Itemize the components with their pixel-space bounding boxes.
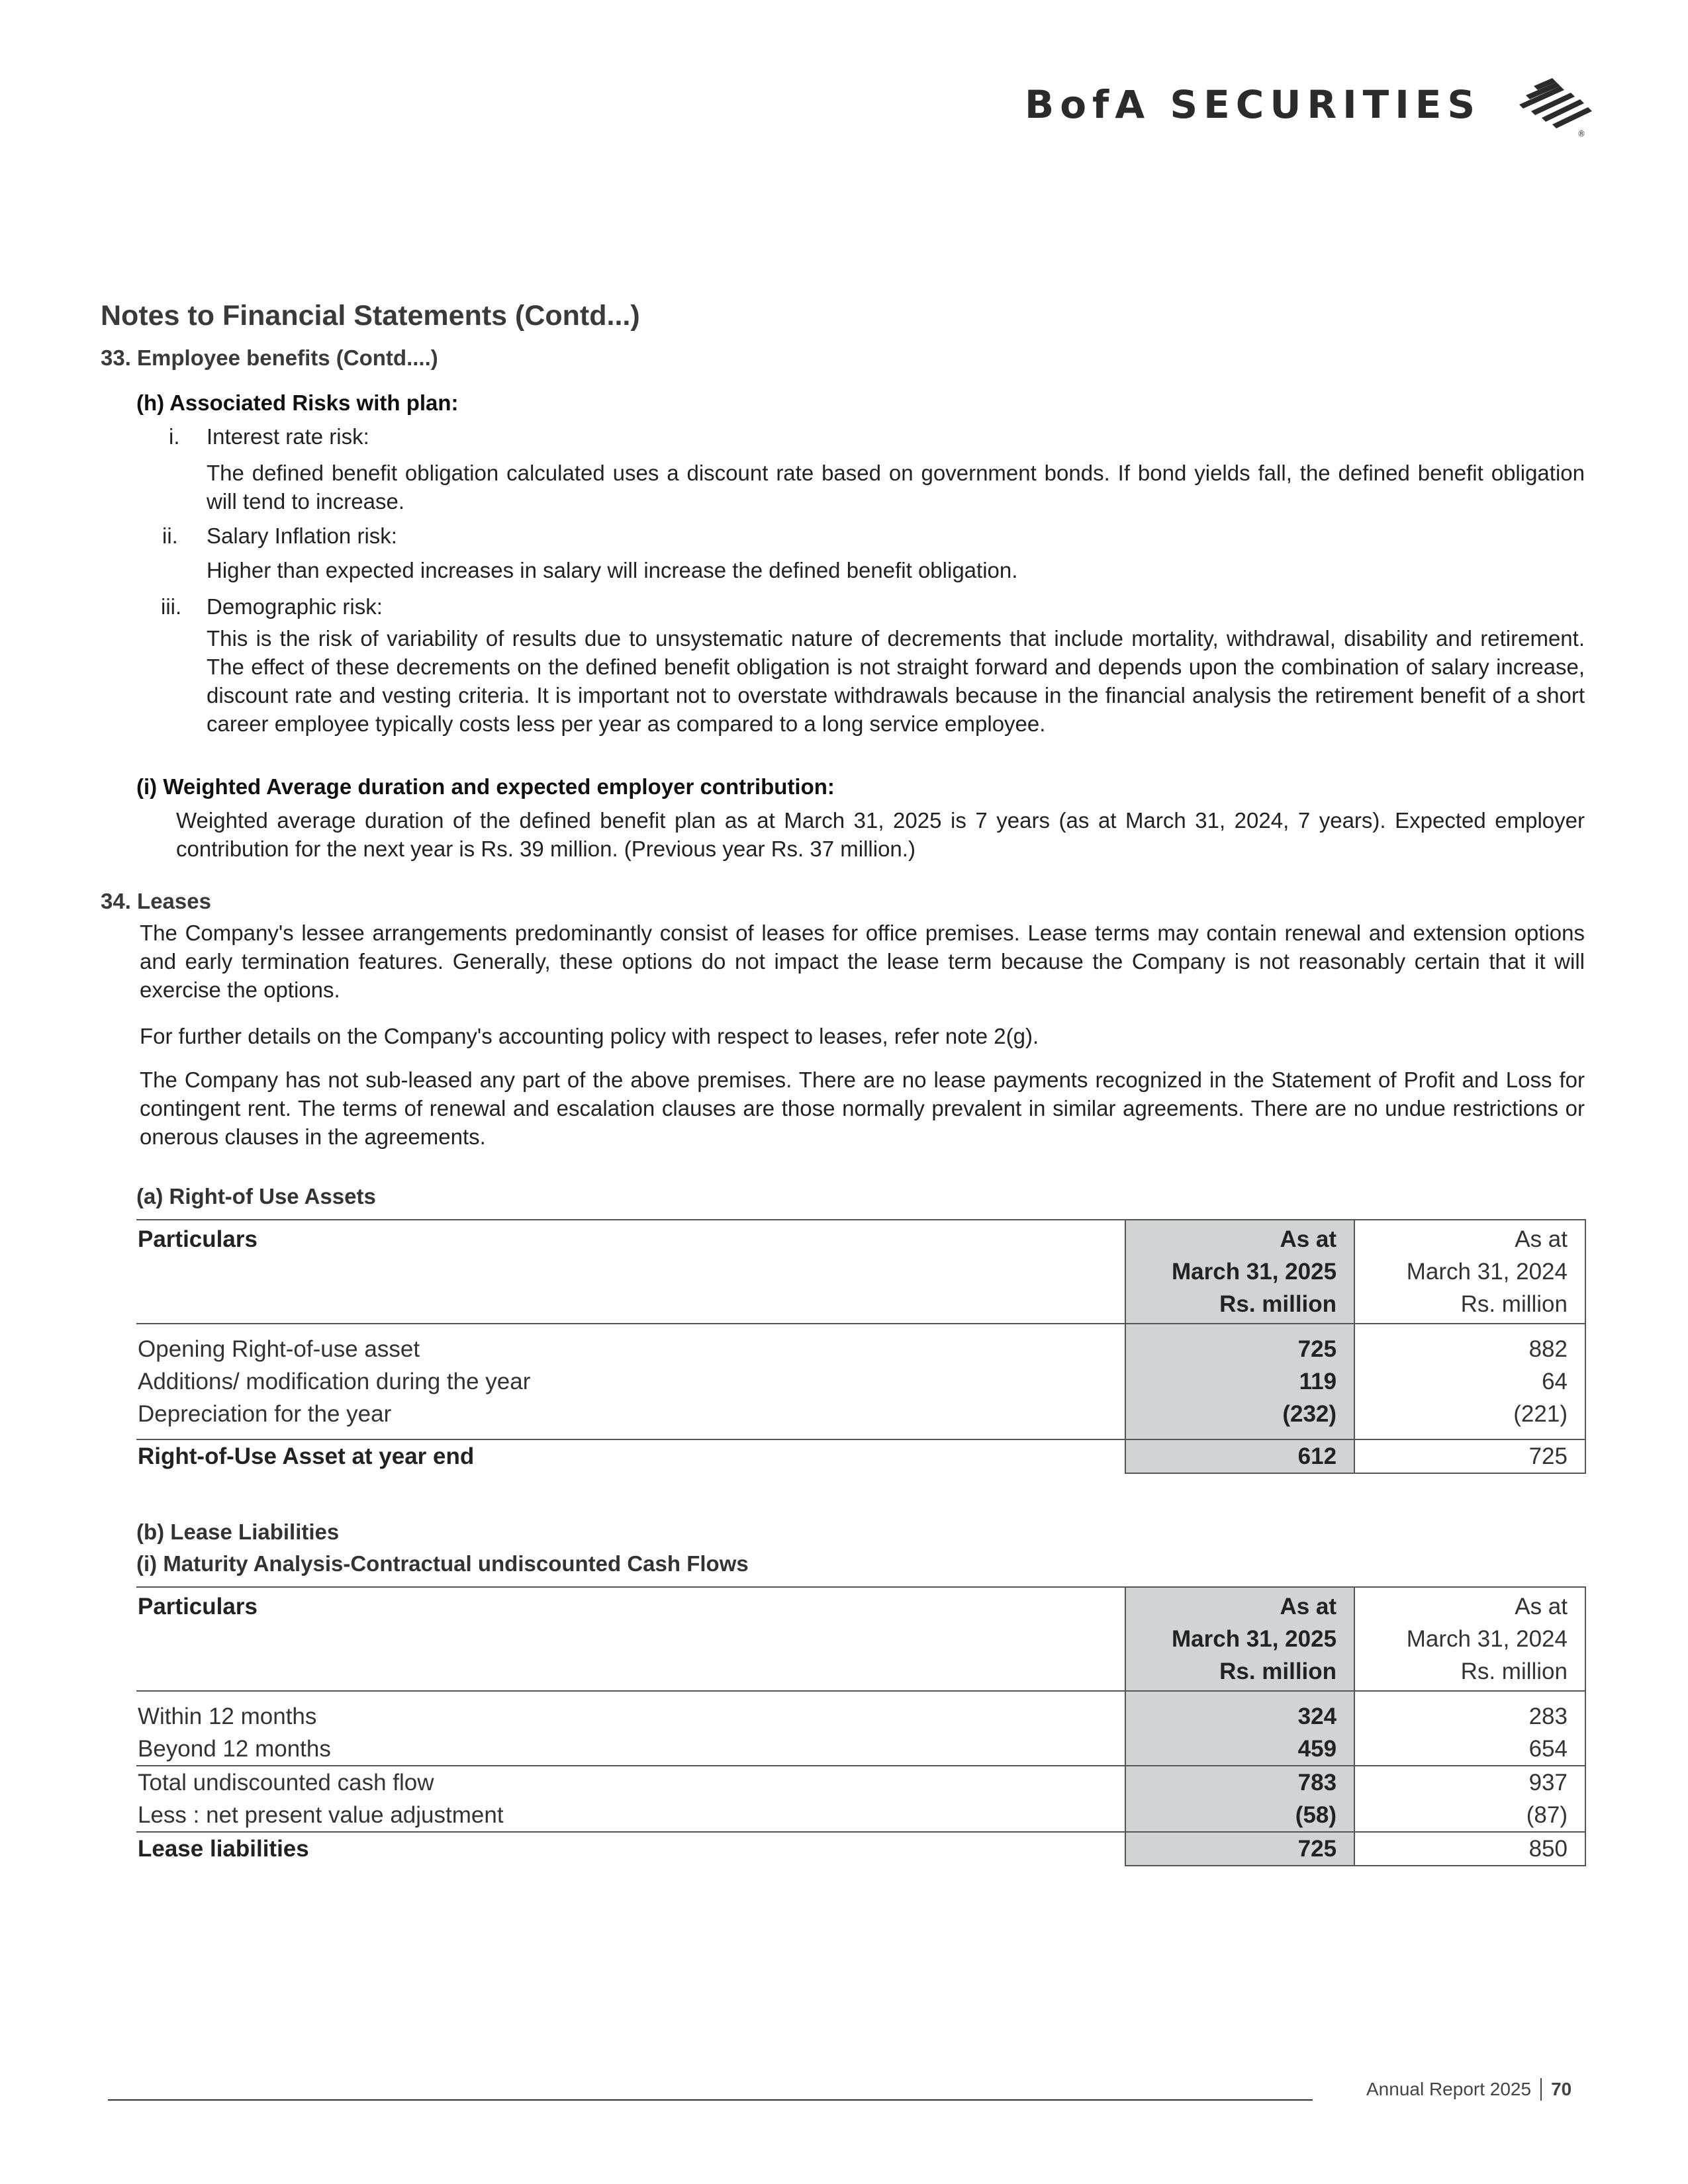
leases-paragraph-2: For further details on the Company's accounting policy with respect to leases, refer note 2(g). <box>140 1024 1039 1048</box>
table-total-row: Lease liabilities 725 850 <box>136 1832 1585 1866</box>
leases-paragraph-1: The Company's lessee arrangements predominantly consist of leases for office premises. Lease terms may contain renewal and extension options and early termination features. Generally, these options do not impact the lease term because the Company is not reasonably certain that it will exercise the options. <box>140 921 1585 1002</box>
lease-table-subtitle: (i) Maturity Analysis-Contractual undiscounted Cash Flows <box>136 1551 749 1576</box>
risk-2-text: Higher than expected increases in salary will increase the defined benefit obligation. <box>207 558 1018 582</box>
note-34-title: 34. Leases <box>101 889 211 913</box>
section-i-text: Weighted average duration of the defined benefit plan as at March 31, 2025 is 7 years (as at March 31, 2024, 7 years). Expected employer contribution for the next year is Rs. 39 million. (Previous year Rs. 37 million.) <box>176 808 1585 861</box>
table-row: Total undiscounted cash flow 783 937 <box>136 1766 1585 1799</box>
page-number: 70 <box>1551 2079 1572 2099</box>
table-row: Beyond 12 months 459 654 <box>136 1733 1585 1766</box>
brand-name: BofA SECURITIES <box>1025 82 1481 127</box>
risk-2-name: Salary Inflation risk: <box>207 523 397 548</box>
note-33-title: 33. Employee benefits (Contd....) <box>101 345 438 370</box>
table-row: Depreciation for the year (232) (221) <box>136 1398 1585 1430</box>
col-particulars: Particulars <box>136 1220 1125 1324</box>
footer-divider <box>108 2099 1313 2101</box>
col-2024-header: As at March 31, 2024 Rs. million <box>1354 1587 1585 1691</box>
svg-text:®: ® <box>1577 129 1586 138</box>
table-row: Less : net present value adjustment (58) (87) <box>136 1799 1585 1832</box>
risk-3-label: iii. <box>161 594 182 619</box>
lease-liabilities-table <box>136 1586 1586 1866</box>
col-2025-header: As at March 31, 2025 Rs. million <box>1125 1220 1354 1324</box>
risk-1-text: The defined benefit obligation calculated uses a discount rate based on government bonds. If bond yields fall, the defined benefit obligation will tend to increase. <box>207 461 1585 514</box>
col-2024-header: As at March 31, 2024 Rs. million <box>1354 1220 1585 1324</box>
table-row: Within 12 months 324 283 <box>136 1700 1585 1733</box>
flag-stripes-icon <box>1493 71 1592 138</box>
col-particulars: Particulars <box>136 1587 1125 1691</box>
risk-2-label: ii. <box>162 523 178 548</box>
footer-report-name: Annual Report 2025 <box>1366 2079 1532 2099</box>
table-total-row: Right-of-Use Asset at year end 612 725 <box>136 1439 1585 1473</box>
risk-3-text: This is the risk of variability of results due to unsystematic nature of decrements that include mortality, withdrawal, disability and retirement. The effect of these decrements on the defined benefit obligation is not straight forward and depends upon the combination of salary increase, discount rate and vesting criteria. It is important not to overstate withdrawals because in the financial analysis the retirement benefit of a short career employee typically costs less per year as compared to a long service employee. <box>207 626 1585 736</box>
risk-3-name: Demographic risk: <box>207 594 383 619</box>
risk-1-label: i. <box>169 424 180 449</box>
rou-table-title: (a) Right-of Use Assets <box>136 1184 376 1208</box>
table-header-row <box>136 1220 1585 1324</box>
section-i-title: (i) Weighted Average duration and expected employer contribution: <box>136 774 835 799</box>
leases-paragraph-3: The Company has not sub-leased any part of the above premises. There are no lease payments recognized in the Statement of Profit and Loss for contingent rent. The terms of renewal and escalation clauses are those normally prevalent in similar agreements. There are no undue restrictions or onerous clauses in the agreements. <box>140 1068 1585 1149</box>
brand-logo <box>1025 71 1592 138</box>
lease-table-title: (b) Lease Liabilities <box>136 1520 340 1544</box>
risk-1-name: Interest rate risk: <box>207 424 369 449</box>
table-row: Opening Right-of-use asset 725 882 <box>136 1333 1585 1365</box>
page-title: Notes to Financial Statements (Contd...) <box>101 300 640 332</box>
rou-table <box>136 1219 1586 1474</box>
col-2025-header: As at March 31, 2025 Rs. million <box>1125 1587 1354 1691</box>
footer-separator <box>1540 2078 1542 2101</box>
section-h-title: (h) Associated Risks with plan: <box>136 390 459 415</box>
page-footer <box>1366 2078 1571 2101</box>
table-row: Additions/ modification during the year 119 64 <box>136 1365 1585 1398</box>
table-header-row <box>136 1587 1585 1691</box>
